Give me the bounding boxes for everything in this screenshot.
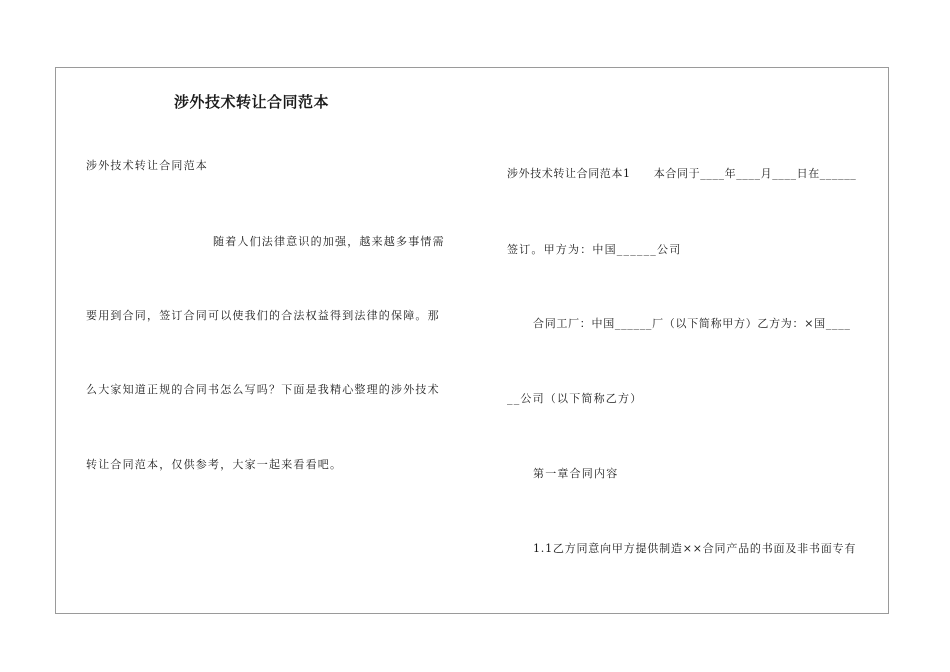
right-paragraph-line: 1.1乙方同意向甲方提供制造××合同产品的书面及非书面专有	[533, 542, 857, 555]
document-page	[55, 67, 889, 614]
chapter-heading: 第一章合同内容	[533, 467, 619, 480]
right-paragraph-line: 涉外技术转让合同范本1 本合同于____年____月____日在______	[507, 167, 857, 180]
left-paragraph-line: 要用到合同，签订合同可以使我们的合法权益得到法律的保障。那	[86, 309, 440, 322]
left-paragraph-line: 么大家知道正规的合同书怎么写吗？下面是我精心整理的涉外技术	[86, 383, 440, 396]
document-title: 涉外技术转让合同范本	[174, 93, 330, 111]
left-paragraph-line: 转让合同范本，仅供参考，大家一起来看看吧。	[86, 458, 343, 471]
left-subtitle: 涉外技术转让合同范本	[86, 159, 208, 172]
left-paragraph-line: 随着人们法律意识的加强，越来越多事情需	[213, 235, 445, 248]
right-paragraph-line: __公司（以下简称乙方）	[507, 392, 643, 405]
right-paragraph-line: 签订。甲方为：中国______公司	[507, 243, 682, 256]
right-paragraph-line: 合同工厂：中国______厂（以下简称甲方）乙方为：×国____	[533, 317, 851, 330]
